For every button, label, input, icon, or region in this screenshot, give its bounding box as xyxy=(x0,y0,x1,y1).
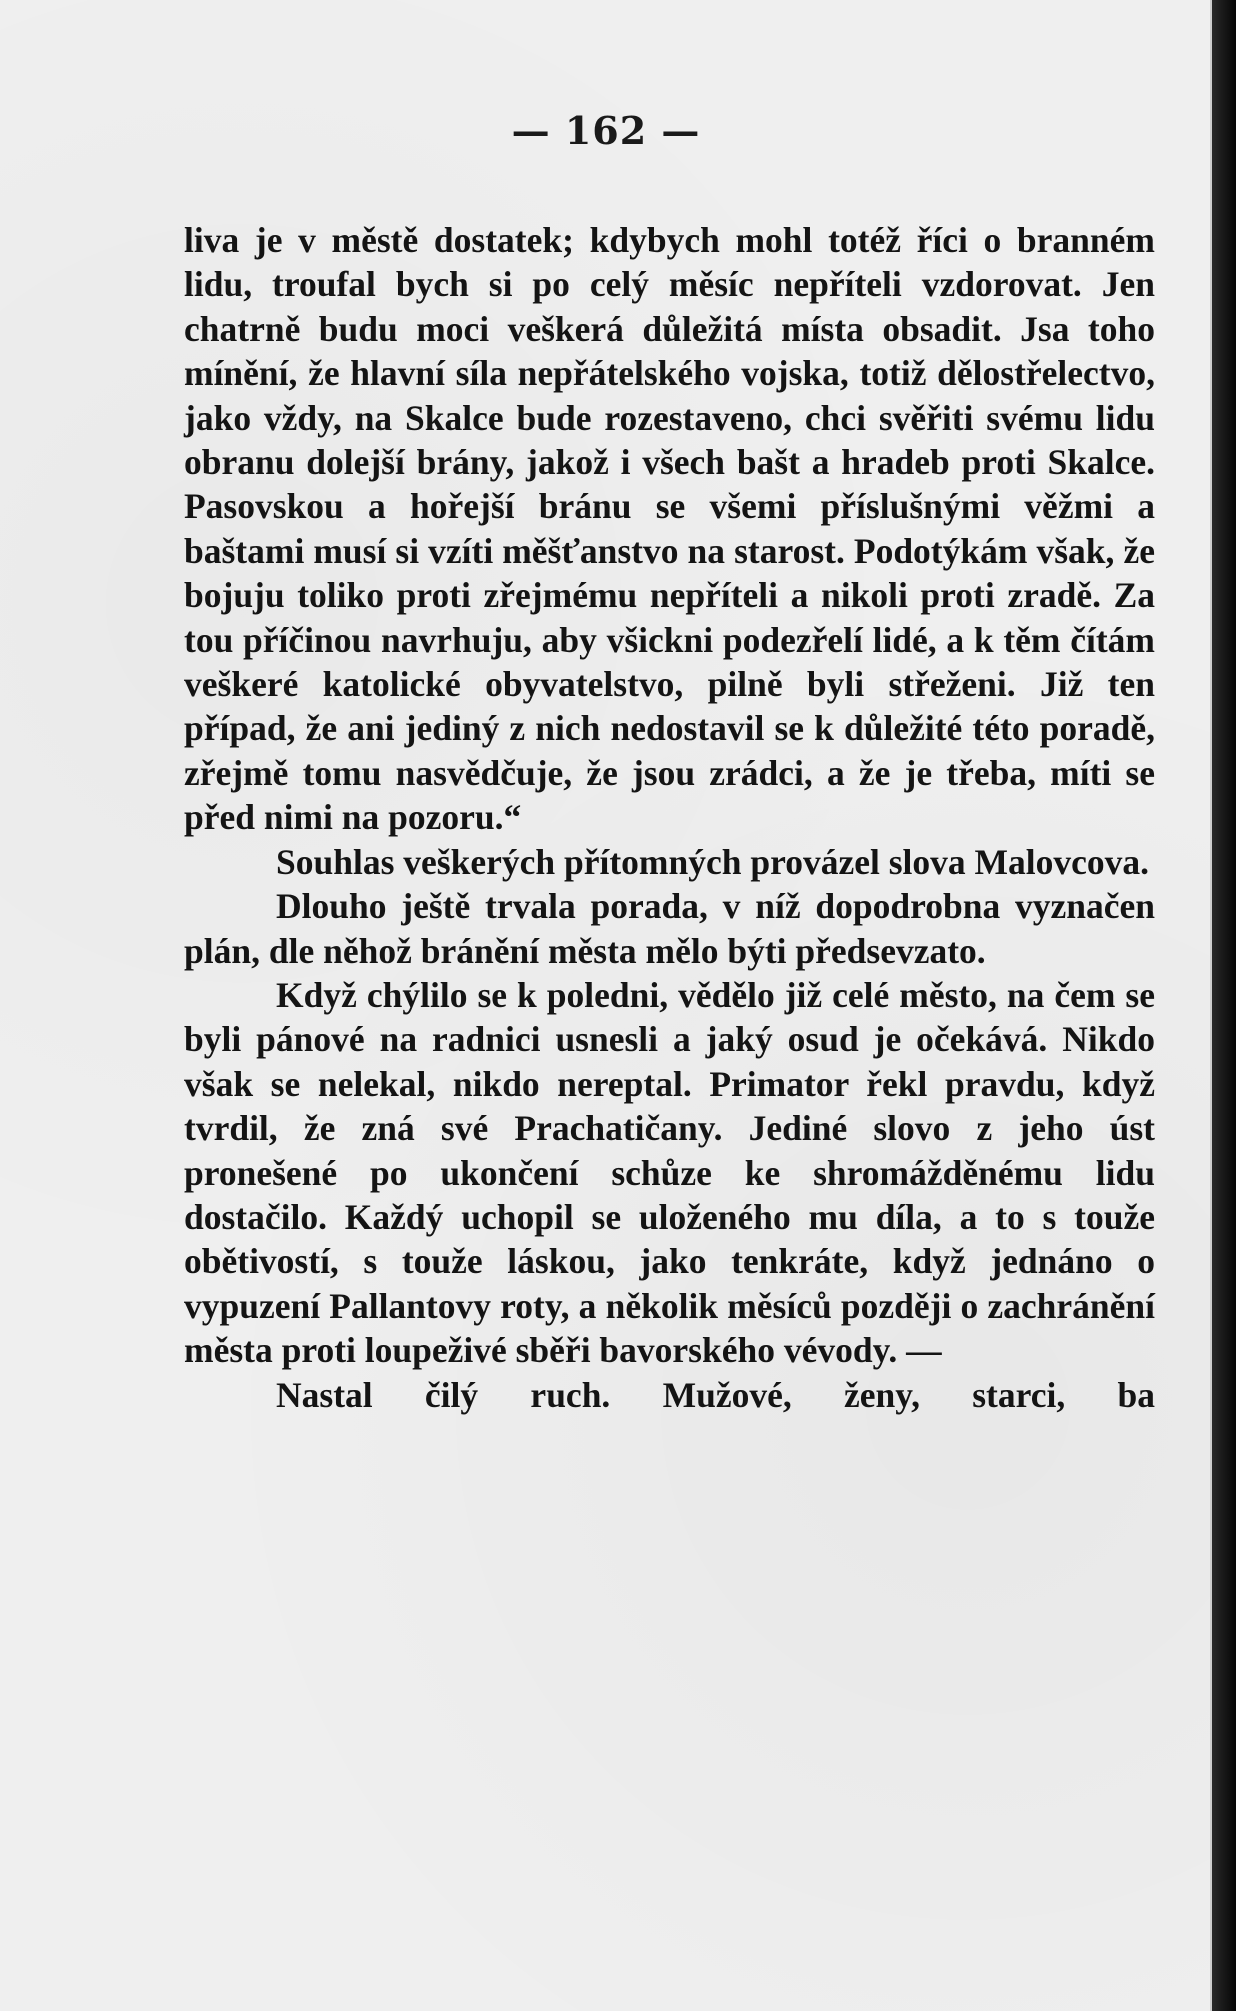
paragraph-3: Dlouho ještě trvala porada, v níž dopodrobna vyznačen plán, dle něhož bránění města mělo býti předsevzato. xyxy=(184,886,1155,971)
page-number: — 162 — xyxy=(511,108,701,153)
paragraph-5: Nastal čilý ruch. Mužové, ženy, starci, ba xyxy=(276,1374,1155,1415)
paragraph-2: Souhlas veškerých přítomných provázel slova Malovcova. xyxy=(276,841,1150,882)
paragraph-4: Když chýlilo se k poledni, vědělo již celé město, na čem se byli pánové na radnici usnesli a jaký osud je očekává. Nikdo však se nelekal, nikdo nereptal. Primator řekl pravdu, když tvrdil, že zná své Prachatičany. Jediné slovo z jeho úst pronešené po ukončení schůze ke shromážděnému lidu dostačilo. Každý uchopil se uloženého mu díla, a to s touže obětivostí, s touže láskou, jako tenkráte, když jednáno o vypuzení Pallantovy roty, a několik měsíců později o zachránění města proti loupeživé sběři bavorského vévody. — xyxy=(184,974,1155,1371)
page-edge-shadow xyxy=(1212,0,1236,2011)
paragraph-1: liva je v městě dostatek; kdybych mohl totéž říci o branném lidu, troufal bych si po celý měsíc nepříteli vzdorovat. Jen chatrně budu moci veškerá důležitá místa obsadit. Jsa toho mínění, že hlavní síla nepřátelského vojska, totiž dělostřelectvo, jako vždy, na Skalce bude rozestaveno, chci svěřiti svému lidu obranu dolejší brány, jakož i všech bašt a hradeb proti Skalce. Pasovskou a hořejší bránu se všemi příslušnými věžmi a baštami musí si vzíti měšťanstvo na starost. Podotýkám však, že bojuju toliko proti zřejmému nepříteli a nikoli proti zradě. Za tou příčinou navrhuju, aby všickni podezřelí lidé, a k těm čítám veškeré katolické obyvatelstvo, pilně byli střeženi. Již ten případ, že ani jediný z nich nedostavil se k důležité této poradě, zřejmě tomu nasvědčuje, že jsou zrádci, a že je třeba, míti se před nimi na pozoru.“ xyxy=(184,220,1155,838)
body-text xyxy=(184,218,1155,1417)
